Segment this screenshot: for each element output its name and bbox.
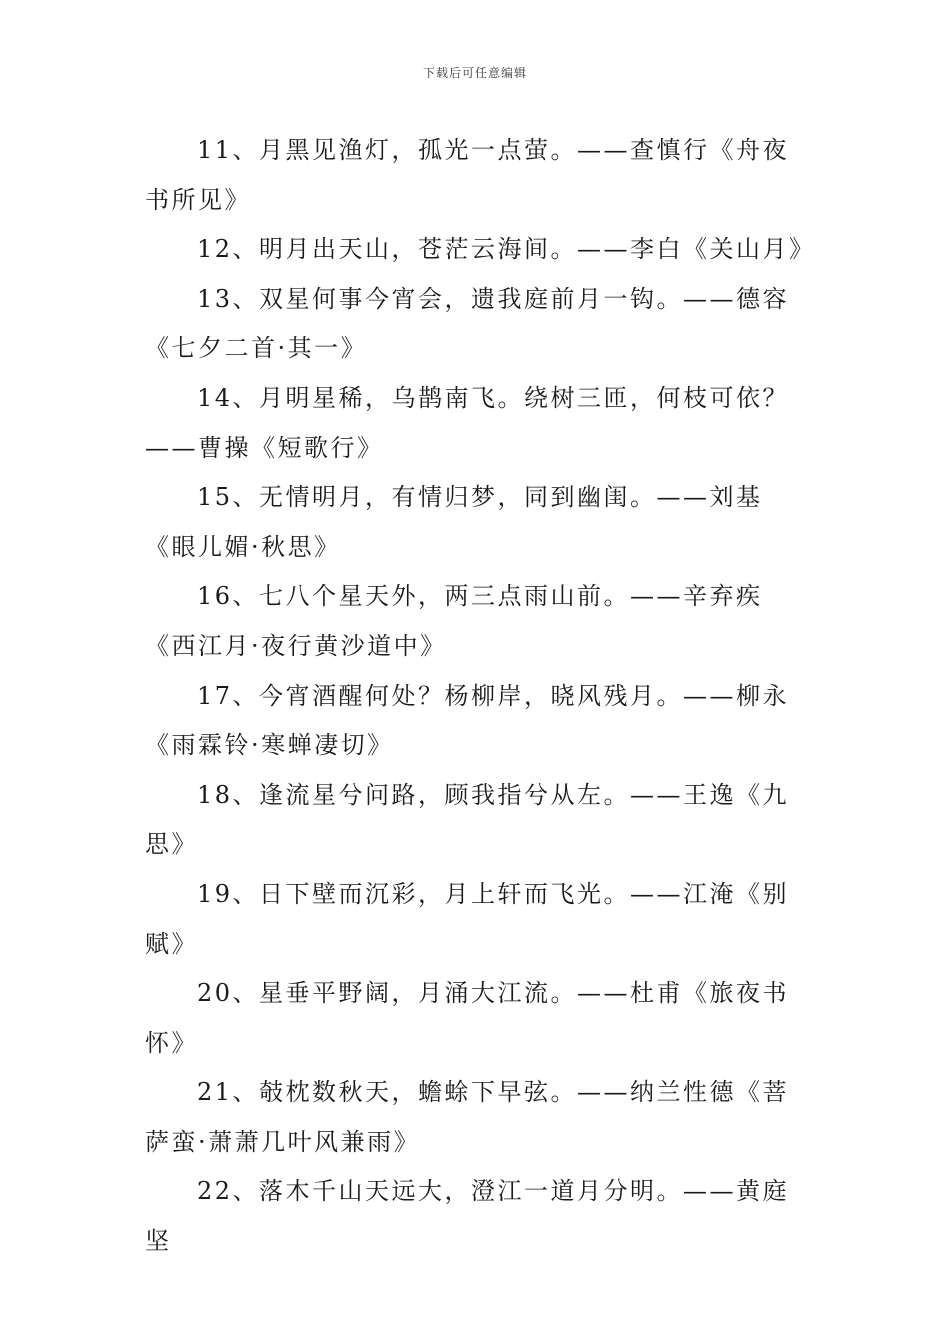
quote-entry-20: 20、星垂平野阔，月涌大江流。——杜甫《旅夜书怀》 <box>145 979 790 1057</box>
quote-entry-13: 13、双星何事今宵会，遗我庭前月一钩。——德容《七夕二首·其一》 <box>145 284 790 363</box>
quote-entry-15: 15、无情明月，有情归梦，同到幽闺。——刘基《眼儿媚·秋思》 <box>145 483 763 561</box>
page-header-note: 下载后可任意编辑 <box>422 66 527 80</box>
quote-entry-22: 22、落木千山天远大，澄江一道月分明。——黄庭坚 <box>145 1177 790 1256</box>
document-body <box>145 126 816 1267</box>
quote-entry-19: 19、日下壁而沉彩，月上轩而飞光。——江淹《别赋》 <box>145 879 790 958</box>
quote-entry-17: 17、今宵酒醒何处？杨柳岸，晓风残月。——柳永《雨霖铃·寒蝉凄切》 <box>145 681 790 760</box>
quote-entry-16: 16、七八个星天外，两三点雨山前。——辛弃疾《西江月·夜行黄沙道中》 <box>145 582 763 660</box>
quote-entry-21: 21、攲枕数秋天，蟾蜍下早弦。——纳兰性德《菩萨蛮·萧萧几叶风兼雨》 <box>145 1078 790 1156</box>
quote-entry-18: 18、逢流星兮问路，顾我指兮从左。——王逸《九思》 <box>145 780 790 859</box>
quote-entry-11: 11、月黑见渔灯，孤光一点萤。——查慎行《舟夜书所见》 <box>145 136 790 214</box>
quote-entry-14: 14、月明星稀，乌鹊南飞。绕树三匝，何枝可依？——曹操《短歌行》 <box>145 383 790 462</box>
quote-entry-12: 12、明月出天山，苍茫云海间。——李白《关山月》 <box>197 235 816 264</box>
